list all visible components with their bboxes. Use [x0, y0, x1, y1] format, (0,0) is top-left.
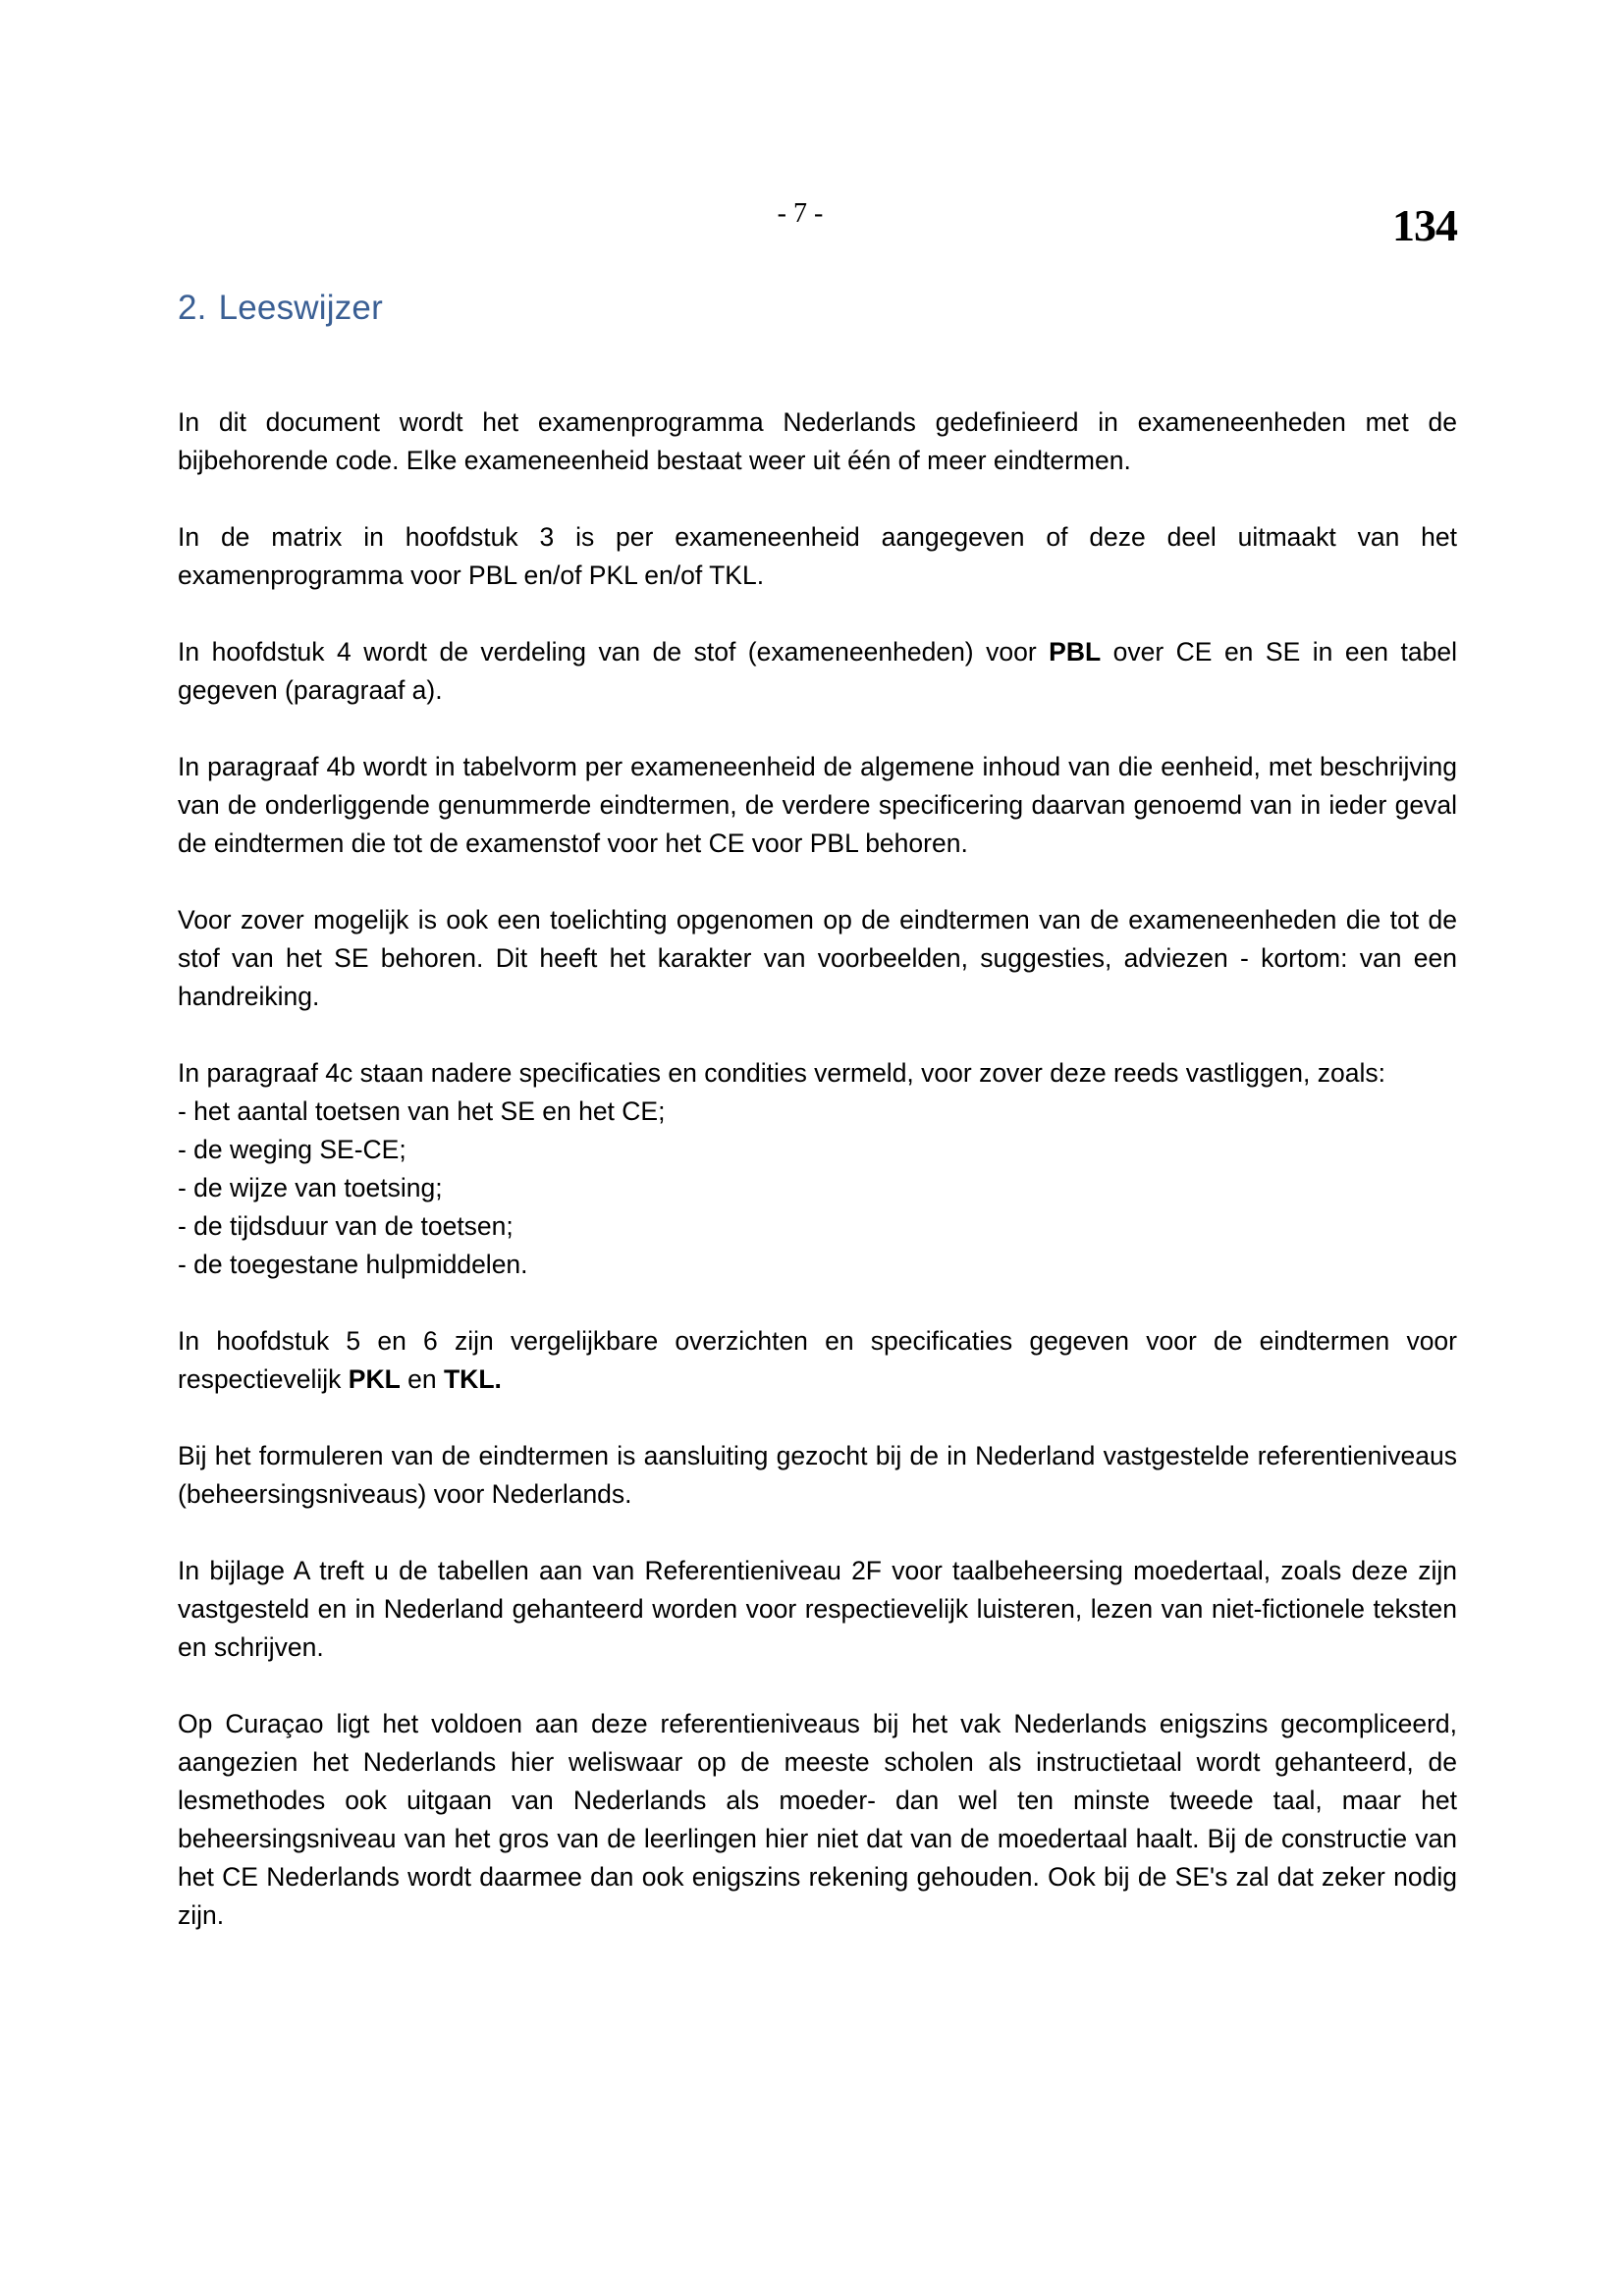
- document-number: 134: [1392, 200, 1457, 250]
- bold-term-tkl: TKL.: [444, 1364, 502, 1394]
- paragraph-toelichting: Voor zover mogelijk is ook een toelichting opgenomen op de eindtermen van de exameneenheden die tot de stof van het SE behoren. Dit heeft het karakter van voorbeelden, suggesties, adviezen - kortom: van een handreiking.: [178, 905, 1457, 1011]
- document-body: [178, 403, 1457, 1973]
- list-item: - de toegestane hulpmiddelen.: [178, 1250, 528, 1279]
- list-item: - de wijze van toetsing;: [178, 1173, 443, 1202]
- list-item: - de weging SE-CE;: [178, 1135, 406, 1164]
- paragraph-intro: In dit document wordt het examenprogramma Nederlands gedefinieerd in exameneenheden met de bijbehorende code. Elke exameneenheid bestaat weer uit één of meer eindtermen.: [178, 407, 1457, 475]
- text-run: en: [400, 1364, 444, 1394]
- section-heading: [178, 289, 383, 328]
- paragraph-chapter4: [178, 633, 1457, 710]
- paragraph-4b: In paragraaf 4b wordt in tabelvorm per exameneenheid de algemene inhoud van die eenheid, met beschrijving van de onderliggende genummerde eindtermen, de verdere specificering daarvan genoemd van in ieder geval de eindtermen die tot de examenstof voor het CE voor PBL behoren.: [178, 752, 1457, 858]
- text-run: over CE en SE in een tabel gegeven (paragraaf a).: [178, 637, 1457, 705]
- specifications-list: [178, 1093, 1457, 1284]
- text-run: In hoofdstuk 4 wordt de verdeling van de stof (exameneenheden) voor: [178, 637, 1050, 667]
- paragraph-4c-intro: In paragraaf 4c staan nadere specificaties en condities vermeld, voor zover deze reeds vastliggen, zoals:: [178, 1058, 1385, 1088]
- text-run: In hoofdstuk 5 en 6 zijn vergelijkbare overzichten en specificaties gegeven voor de eindtermen voor respectievelijk: [178, 1326, 1457, 1394]
- list-item: - de tijdsduur van de toetsen;: [178, 1211, 514, 1241]
- section-title: Leeswijzer: [218, 289, 383, 327]
- paragraph-chapter5-6: [178, 1322, 1457, 1399]
- paragraph-referentieniveaus: Bij het formuleren van de eindtermen is aansluiting gezocht bij de in Nederland vastgestelde referentieniveaus (beheersingsniveaus) voor Nederlands.: [178, 1441, 1457, 1509]
- bold-term-pbl: PBL: [1049, 637, 1102, 667]
- page-marker: - 7 -: [777, 198, 824, 229]
- bold-term-pkl: PKL: [348, 1364, 401, 1394]
- list-item: - het aantal toetsen van het SE en het CE;: [178, 1096, 666, 1126]
- section-number: 2.: [178, 289, 207, 327]
- paragraph-bijlage-a: In bijlage A treft u de tabellen aan van Referentieniveau 2F voor taalbeheersing moedertaal, zoals deze zijn vastgesteld en in Nederland gehanteerd worden voor respectievelijk luisteren, lezen van niet-fictionele teksten en schrijven.: [178, 1556, 1457, 1662]
- paragraph-matrix: In de matrix in hoofdstuk 3 is per exameneenheid aangegeven of deze deel uitmaakt van het examenprogramma voor PBL en/of PKL en/of TKL.: [178, 522, 1457, 590]
- paragraph-curacao: Op Curaçao ligt het voldoen aan deze referentieniveaus bij het vak Nederlands enigszins gecompliceerd, aangezien het Nederlands hier weliswaar op de meeste scholen als instructietaal wordt gehanteerd, de lesmethodes ook uitgaan van Nederlands als moeder- dan wel ten minste tweede taal, maar het beheersingsniveau van het gros van de leerlingen hier niet dat van de moedertaal haalt. Bij de constructie van het CE Nederlands wordt daarmee dan ook enigszins rekening gehouden. Ook bij de SE's zal dat zeker nodig zijn.: [178, 1709, 1457, 1930]
